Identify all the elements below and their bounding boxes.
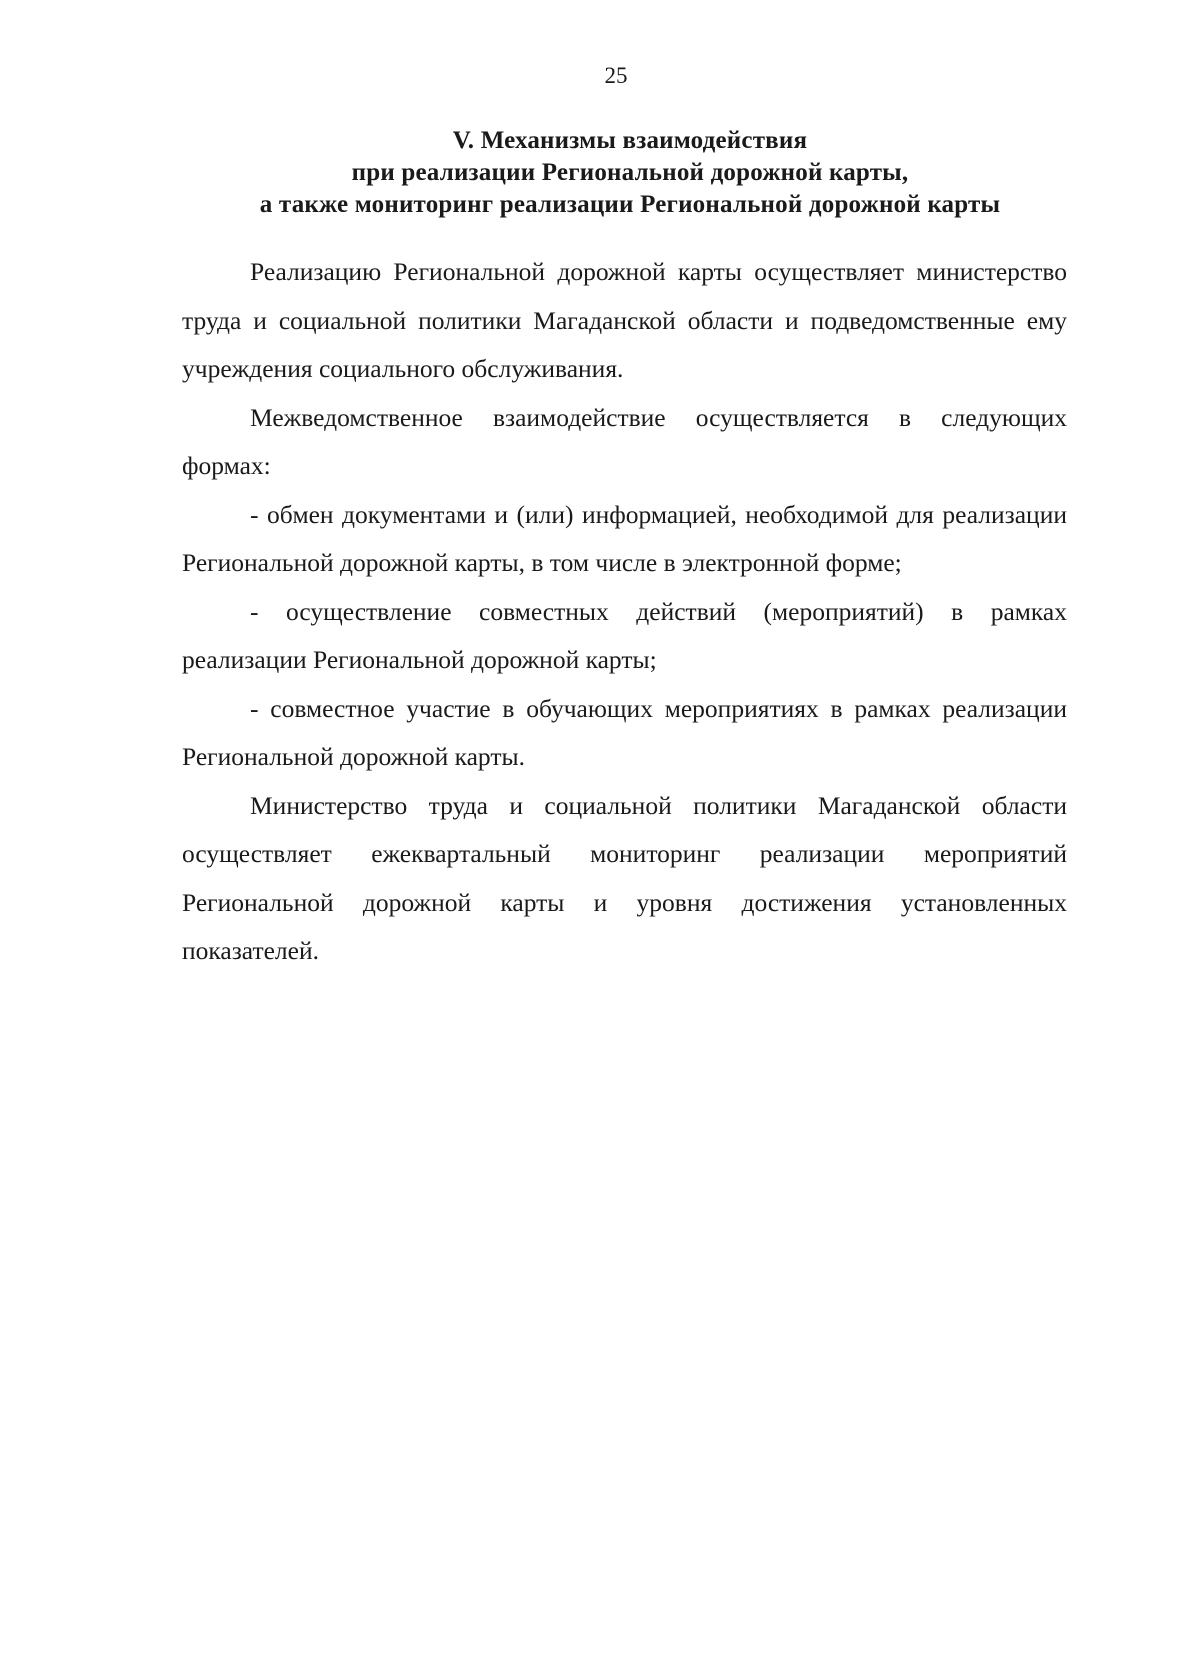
section-heading [180,125,1080,221]
page-number: 25 [604,63,628,88]
list-item-joint-training: - совместное участие в обучающих мероприятиях в рамках реализации Региональной дорожной карты. [182,693,1067,771]
paragraph-monitoring: Министерство труда и социальной политики Магаданской области осуществляет ежеквартальный мониторинг реализации мероприятий Региональной дорожной карты и уровня достижения установленных показателей. [182,790,1067,965]
heading-line-3: а также мониторинг реализации Региональной дорожной карты [259,191,1001,218]
list-item-joint-actions: - осуществление совместных действий (мероприятий) в рамках реализации Региональной дорожной карты; [182,596,1067,674]
paragraph-interaction-forms: Межведомственное взаимодействие осуществляется в следующих формах: [182,402,1067,480]
heading-line-2: при реализации Региональной дорожной карты, [351,159,909,186]
paragraph-implementation: Реализацию Региональной дорожной карты осуществляет министерство труда и социальной политики Магаданской области и подведомственные ему учреждения социального обслуживания. [182,257,1067,383]
heading-line-1: V. Механизмы взаимодействия [452,127,808,154]
section-body [182,248,1067,976]
list-item-document-exchange: - обмен документами и (или) информацией, необходимой для реализации Региональной дорожной карты, в том числе в электронной форме; [182,499,1067,577]
